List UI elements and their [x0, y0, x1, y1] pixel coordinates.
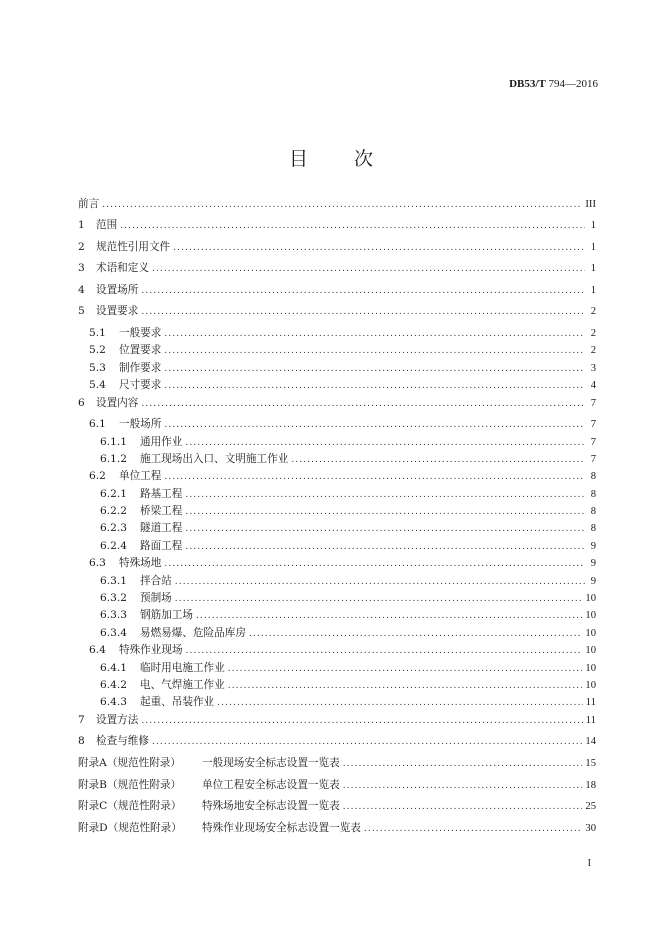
- toc-dot-leader: [173, 243, 585, 253]
- toc-entry-page: 25: [585, 801, 596, 813]
- toc-dot-leader: [164, 472, 585, 482]
- toc-entry-page: 1: [590, 220, 596, 231]
- toc-entry[interactable]: [78, 694, 596, 711]
- table-of-contents: [78, 196, 596, 841]
- toc-entry[interactable]: [78, 468, 596, 485]
- toc-entry-page: 8: [590, 506, 596, 518]
- toc-entry-title: 路基工程: [140, 487, 183, 500]
- toc-dot-leader: [141, 307, 585, 317]
- toc-entry-number: 附录D（规范性附录）: [78, 821, 182, 834]
- toc-entry-page: 1: [590, 241, 596, 253]
- toc-entry-page: 11: [585, 697, 596, 709]
- toc-entry-title: 易燃易爆、危险品库房: [140, 626, 246, 639]
- toc-entry-title: 隧道工程: [140, 522, 183, 535]
- toc-entry-page: 3: [590, 362, 596, 374]
- toc-dot-leader: [185, 524, 585, 534]
- toc-entry[interactable]: [78, 196, 596, 217]
- toc-entry-page: 7: [590, 397, 596, 409]
- toc-entry[interactable]: [78, 712, 596, 734]
- toc-entry-title: 特殊作业现场安全标志设置一览表: [202, 821, 361, 834]
- toc-dot-leader: [185, 490, 585, 500]
- toc-entry-title: 单位工程安全标志设置一览表: [202, 778, 340, 791]
- toc-entry[interactable]: [78, 820, 596, 842]
- toc-entry-page: 2: [590, 306, 596, 318]
- toc-entry[interactable]: [78, 360, 596, 377]
- toc-entry-number: 6.4.3: [100, 696, 127, 709]
- toc-entry-page: 2: [590, 327, 596, 339]
- toc-entry-title: 设置场所: [96, 283, 139, 296]
- toc-entry[interactable]: [78, 217, 596, 239]
- toc-dot-leader: [152, 737, 582, 747]
- toc-entry[interactable]: [78, 377, 596, 394]
- toc-dot-leader: [364, 824, 583, 834]
- toc-entry[interactable]: [78, 555, 596, 572]
- toc-entry-title: 桥梁工程: [140, 505, 183, 518]
- toc-entry-page: 9: [590, 540, 596, 552]
- toc-dot-leader: [152, 264, 585, 274]
- toc-dot-leader: [217, 698, 583, 708]
- toc-entry-number: 附录C（规范性附录）: [78, 800, 182, 813]
- toc-entry[interactable]: [78, 260, 596, 282]
- toc-dot-leader: [185, 507, 585, 517]
- toc-entry-title: 通用作业: [140, 435, 183, 448]
- toc-entry-page: 10: [585, 662, 596, 674]
- toc-entry-number: 6.3.4: [100, 626, 127, 639]
- toc-entry[interactable]: [78, 573, 596, 590]
- toc-entry-number: 6.1.2: [100, 452, 127, 465]
- toc-entry[interactable]: [78, 395, 596, 417]
- toc-entry-number: 3: [78, 262, 85, 275]
- toc-entry-title: 设置内容: [96, 396, 139, 409]
- toc-entry-page: 4: [590, 380, 596, 392]
- toc-dot-leader: [141, 716, 582, 726]
- toc-entry-page: 11: [585, 714, 596, 726]
- toc-entry-number: 6.2.2: [100, 505, 127, 518]
- toc-entry-title: 起重、吊装作业: [140, 696, 215, 709]
- toc-entry-title: 特殊场地安全标志设置一览表: [202, 800, 340, 813]
- toc-entry-title: 电、气焊施工作业: [140, 678, 225, 691]
- toc-dot-leader: [175, 594, 583, 604]
- toc-entry-title: 检查与维修: [96, 735, 149, 748]
- toc-entry-title: 预制场: [140, 592, 172, 605]
- toc-entry-page: 10: [585, 627, 596, 639]
- toc-entry-number: 8: [78, 735, 85, 748]
- toc-entry-number: 6.3.1: [100, 574, 127, 587]
- document-code: [509, 78, 598, 90]
- toc-entry[interactable]: [78, 733, 596, 755]
- toc-dot-leader: [141, 399, 585, 409]
- toc-entry[interactable]: [78, 677, 596, 694]
- toc-entry[interactable]: [78, 325, 596, 342]
- toc-entry-number: 5.3: [89, 361, 106, 374]
- toc-entry-title: 一般现场安全标志设置一览表: [202, 756, 340, 769]
- toc-dot-leader: [196, 611, 582, 621]
- toc-entry-number: 6.1: [89, 418, 106, 431]
- toc-dot-leader: [343, 781, 583, 791]
- toc-entry-page: 10: [585, 679, 596, 691]
- toc-entry-page: 9: [590, 575, 596, 587]
- toc-entry-number: 6.3.3: [100, 609, 127, 622]
- toc-dot-leader: [164, 420, 585, 430]
- toc-entry-page: 7: [590, 453, 596, 465]
- toc-dot-leader: [164, 346, 585, 356]
- toc-entry-title: 临时用电施工作业: [140, 661, 225, 674]
- toc-dot-leader: [185, 542, 585, 552]
- toc-entry-title: 前言: [78, 198, 100, 210]
- toc-entry-title: 范围: [96, 219, 118, 231]
- toc-entry[interactable]: [78, 520, 596, 537]
- toc-entry-title: 术语和定义: [96, 262, 149, 275]
- toc-entry-title: 制作要求: [119, 361, 162, 374]
- toc-entry-number: 6.3: [89, 557, 106, 570]
- toc-entry-page: 2: [590, 345, 596, 357]
- toc-entry-title: 拌合站: [140, 574, 172, 587]
- document-code-number: 794—2016: [548, 78, 598, 90]
- toc-dot-leader: [175, 577, 585, 587]
- toc-entry-title: 设置方法: [96, 713, 139, 726]
- toc-entry-number: 1: [78, 219, 85, 231]
- toc-entry-page: 1: [590, 263, 596, 275]
- toc-entry-number: 6.2.3: [100, 522, 127, 535]
- toc-entry-title: 一般场所: [119, 418, 162, 431]
- toc-dot-leader: [228, 681, 583, 691]
- toc-dot-leader: [141, 286, 585, 296]
- toc-entry-number: 4: [78, 283, 85, 296]
- toc-entry-page: 10: [585, 610, 596, 622]
- toc-entry-number: 2: [78, 240, 85, 253]
- toc-dot-leader: [186, 646, 583, 656]
- toc-entry-number: 5.1: [89, 326, 106, 339]
- toc-entry-page: 7: [590, 419, 596, 431]
- toc-entry-title: 一般要求: [119, 326, 162, 339]
- toc-entry[interactable]: [78, 798, 596, 820]
- toc-dot-leader: [343, 759, 583, 769]
- toc-entry[interactable]: [78, 660, 596, 677]
- toc-dot-leader: [164, 329, 585, 339]
- toc-title: 目 次: [288, 148, 394, 170]
- toc-entry-title: 位置要求: [119, 344, 162, 357]
- toc-entry-title: 规范性引用文件: [96, 240, 171, 253]
- toc-entry[interactable]: [78, 777, 596, 799]
- toc-entry[interactable]: [78, 590, 596, 607]
- toc-dot-leader: [102, 200, 582, 210]
- toc-entry[interactable]: [78, 434, 596, 451]
- toc-dot-leader: [164, 381, 585, 391]
- toc-entry[interactable]: [78, 538, 596, 555]
- toc-entry-page: 10: [585, 645, 596, 657]
- toc-dot-leader: [164, 559, 585, 569]
- toc-dot-leader: [228, 664, 583, 674]
- toc-dot-leader: [291, 455, 585, 465]
- toc-entry-number: 6.2.4: [100, 539, 127, 552]
- document-code-prefix: DB53/T: [509, 78, 546, 90]
- toc-entry[interactable]: [78, 451, 596, 468]
- toc-entry-page: III: [585, 199, 596, 210]
- toc-entry-number: 附录B（规范性附录）: [78, 778, 182, 791]
- toc-entry-number: 6.4.2: [100, 678, 127, 691]
- toc-entry-number: 6.2: [89, 470, 106, 483]
- toc-entry-number: 6.1.1: [100, 435, 127, 448]
- toc-entry-title: 尺寸要求: [119, 379, 162, 392]
- toc-entry-page: 8: [590, 523, 596, 535]
- toc-entry-page: 10: [585, 593, 596, 605]
- toc-entry-title: 施工现场出入口、文明施工作业: [140, 452, 289, 465]
- toc-entry[interactable]: [78, 282, 596, 304]
- toc-entry-title: 特殊场地: [119, 557, 162, 570]
- toc-dot-leader: [120, 221, 585, 231]
- toc-entry-number: 6.4: [89, 644, 106, 657]
- toc-entry-number: 6.4.1: [100, 661, 127, 674]
- toc-entry[interactable]: [78, 303, 596, 325]
- toc-entry-page: 30: [585, 822, 596, 834]
- toc-entry-number: 附录A（规范性附录）: [78, 756, 181, 769]
- toc-dot-leader: [343, 802, 583, 812]
- toc-entry[interactable]: [78, 342, 596, 359]
- toc-entry-page: 18: [585, 779, 596, 791]
- toc-entry[interactable]: [78, 486, 596, 503]
- toc-entry-number: 6.2.1: [100, 487, 127, 500]
- page-number: I: [587, 858, 591, 869]
- toc-entry-number: 6.3.2: [100, 592, 127, 605]
- toc-entry-number: 7: [78, 713, 85, 726]
- toc-entry[interactable]: [78, 607, 596, 624]
- toc-entry-title: 设置要求: [96, 305, 139, 318]
- toc-entry-title: 单位工程: [119, 470, 162, 483]
- toc-entry[interactable]: [78, 642, 596, 659]
- toc-dot-leader: [164, 364, 585, 374]
- toc-entry-page: 9: [590, 558, 596, 570]
- toc-entry-page: 15: [585, 757, 596, 769]
- toc-entry-title: 钢筋加工场: [140, 609, 193, 622]
- toc-entry[interactable]: [78, 416, 596, 433]
- toc-entry-number: 6: [78, 396, 85, 409]
- toc-entry-page: 8: [590, 471, 596, 483]
- toc-dot-leader: [249, 629, 582, 639]
- toc-entry-number: 5.2: [89, 344, 106, 357]
- toc-entry[interactable]: [78, 625, 596, 642]
- toc-dot-leader: [185, 438, 585, 448]
- toc-entry-page: 7: [590, 436, 596, 448]
- toc-entry-title: 特殊作业现场: [119, 644, 183, 657]
- toc-entry-number: 5.4: [89, 379, 106, 392]
- toc-entry-page: 14: [585, 736, 596, 748]
- toc-entry-number: 5: [78, 305, 85, 318]
- toc-entry[interactable]: [78, 239, 596, 261]
- toc-entry[interactable]: [78, 503, 596, 520]
- toc-entry-page: 1: [590, 284, 596, 296]
- toc-entry-page: 8: [590, 488, 596, 500]
- toc-entry[interactable]: [78, 755, 596, 777]
- toc-entry-title: 路面工程: [140, 539, 183, 552]
